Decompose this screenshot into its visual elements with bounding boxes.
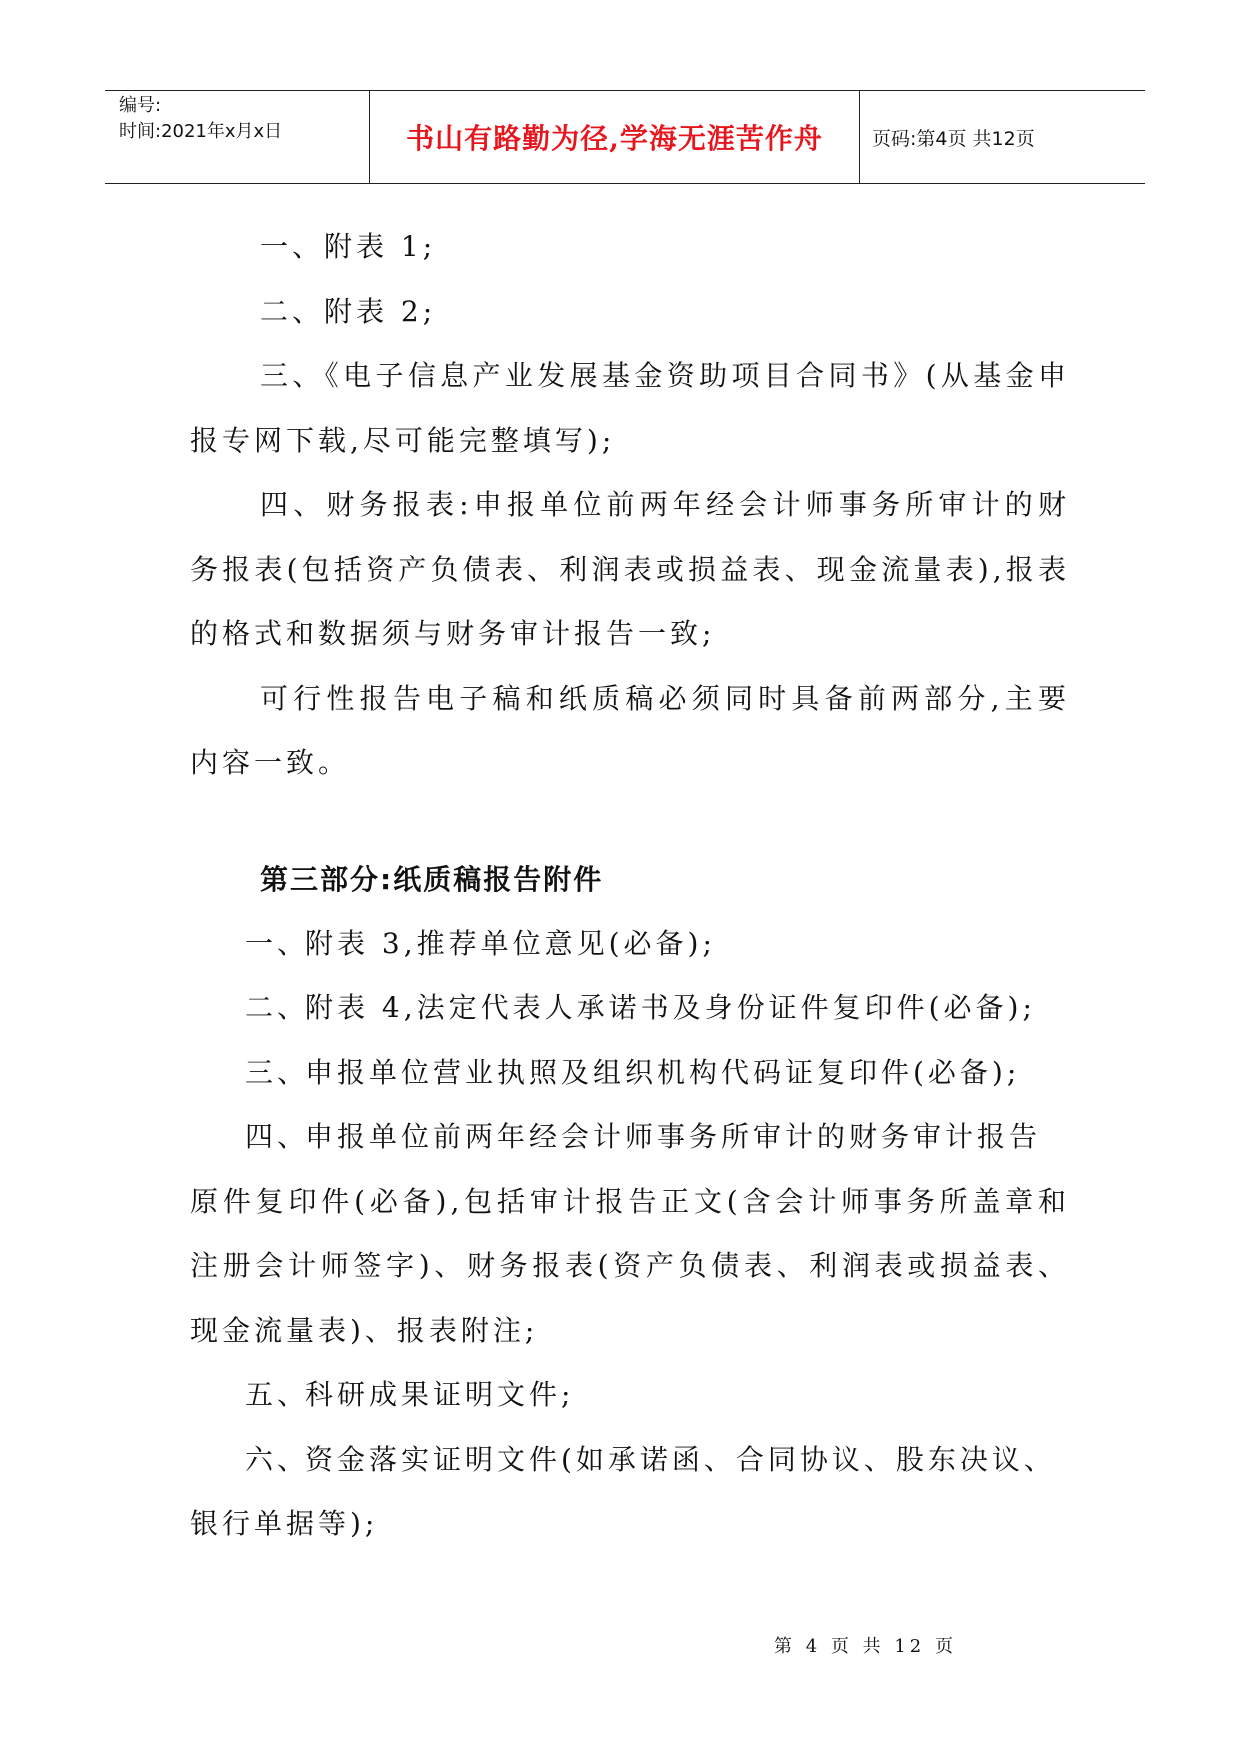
attachment-item-4: 四、财务报表:申报单位前两年经会计师事务所审计的财务报表(包括资产负债表、利润表或损益表、现金流量表),报表的格式和数据须与财务审计报告一致;	[190, 488, 1070, 650]
paper-attachment-item	[190, 1041, 1070, 1106]
document-number-label: 编号:	[119, 95, 162, 116]
paper-attachment-item	[190, 976, 1070, 1041]
item-text: 申报单位前两年经会计师事务所审计的财务审计报告	[305, 1120, 1042, 1153]
item-number: 三、	[245, 1055, 310, 1089]
paper-attachment-item	[190, 1363, 1070, 1428]
item-number: 五、	[245, 1378, 310, 1411]
attachment-item-1: 一、附表 1;	[260, 230, 437, 263]
document-body	[190, 215, 1070, 1557]
header-page-label: 页码:第4页 共12页	[872, 127, 1035, 150]
document-time-label: 时间:2021年x月x日	[119, 121, 283, 142]
page-header	[105, 90, 1145, 184]
header-meta	[105, 91, 370, 183]
header-motto: 书山有路勤为径,学海无涯苦作舟	[406, 122, 823, 155]
header-motto-cell	[370, 91, 860, 183]
item-number: 一、	[245, 926, 310, 960]
header-page-cell	[860, 91, 1145, 183]
item-number: 四、	[245, 1120, 310, 1153]
section-gap	[190, 796, 1070, 848]
paper-attachment-item	[190, 1428, 1070, 1493]
attachment-item-3: 三、《电子信息产业发展基金资助项目合同书》(从基金申报专网下载,尽可能完整填写);	[190, 359, 1070, 457]
item-continuation: 银行单据等);	[190, 1507, 379, 1540]
item-text: 科研成果证明文件;	[305, 1378, 575, 1411]
section-title-part3: 第三部分:纸质稿报告附件	[260, 862, 604, 896]
item-text: 附表 4,法定代表人承诺书及身份证件复印件(必备);	[305, 991, 1036, 1024]
consistency-note: 可行性报告电子稿和纸质稿必须同时具备前两部分,主要内容一致。	[190, 681, 1070, 779]
page-footer: 第 4 页 共 12 页	[774, 1636, 957, 1657]
attachment-item-2: 二、附表 2;	[260, 294, 437, 328]
item-continuation: 原件复印件(必备),包括审计报告正文(含会计师事务所盖章和注册会计师签字)、财务报表(资产负债表、利润表或损益表、现金流量表)、报表附注;	[190, 1184, 1070, 1347]
item-text: 申报单位营业执照及组织机构代码证复印件(必备);	[305, 1055, 1021, 1089]
item-number: 六、	[245, 1442, 310, 1476]
item-text: 附表 3,推荐单位意见(必备);	[305, 926, 716, 960]
paper-attachment-item	[190, 1105, 1070, 1170]
item-number: 二、	[245, 991, 310, 1024]
item-text: 资金落实证明文件(如承诺函、合同协议、股东决议、	[305, 1442, 1056, 1476]
paper-attachment-item	[190, 912, 1070, 977]
